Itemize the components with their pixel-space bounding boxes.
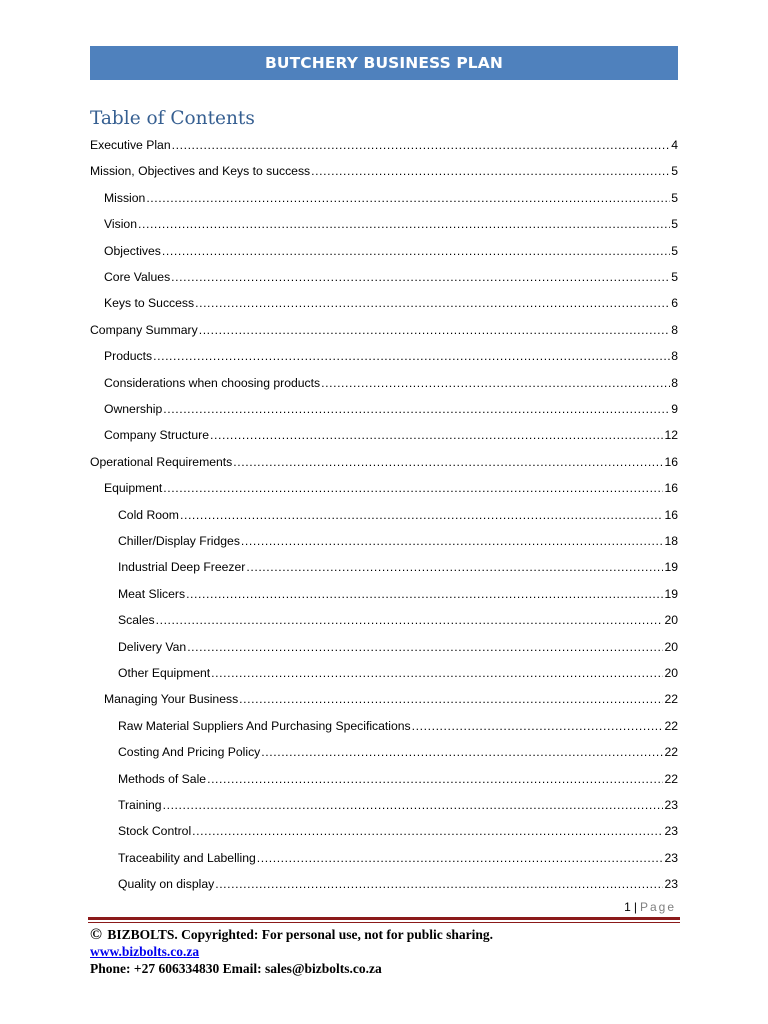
- toc-entry-page: 8: [671, 375, 678, 390]
- toc-entry-label: Mission: [104, 190, 146, 205]
- toc-entry-label: Considerations when choosing products: [104, 375, 321, 390]
- toc-entry-label: Mission, Objectives and Keys to success: [90, 164, 311, 179]
- toc-leader-dots: [207, 771, 663, 787]
- toc-entry-label: Core Values: [104, 270, 171, 284]
- toc-entry-label: Industrial Deep Freezer: [118, 560, 246, 575]
- toc-leader-dots: [153, 348, 670, 364]
- toc-entry[interactable]: [118, 797, 678, 813]
- toc-entry-page: 22: [664, 718, 678, 733]
- toc-entry[interactable]: [118, 586, 678, 602]
- toc-entry-label: Raw Material Suppliers And Purchasing Specifications: [118, 718, 411, 733]
- toc-entry[interactable]: [118, 850, 678, 866]
- toc-leader-dots: [261, 744, 663, 760]
- toc-entry-label: Scales: [118, 613, 155, 628]
- toc-entry-page: 22: [664, 745, 678, 760]
- toc-entry-page: 20: [664, 666, 678, 680]
- footer: [90, 926, 493, 977]
- toc-entry-label: Operational Requirements: [90, 454, 233, 469]
- contact-line: Phone: +27 606334830 Email: sales@bizbolts.co.za: [90, 961, 382, 976]
- toc-leader-dots: [171, 269, 670, 285]
- toc-entry[interactable]: [90, 322, 678, 338]
- copyright-icon: ©: [90, 926, 102, 943]
- toc-entry-label: Company Summary: [90, 322, 198, 337]
- toc-entry[interactable]: [104, 691, 678, 707]
- toc-entry-page: 23: [664, 824, 678, 839]
- toc-entry-page: 9: [671, 402, 678, 416]
- toc-entry[interactable]: [118, 533, 678, 549]
- toc-entry[interactable]: [118, 744, 678, 760]
- toc-entry[interactable]: [118, 718, 678, 734]
- toc-leader-dots: [162, 243, 670, 259]
- toc-leader-dots: [138, 216, 670, 232]
- toc-leader-dots: [146, 190, 670, 206]
- toc-entry[interactable]: [118, 771, 678, 787]
- toc-entry[interactable]: [104, 375, 678, 391]
- toc-leader-dots: [246, 559, 663, 575]
- toc-entry[interactable]: [104, 348, 678, 364]
- toc-entry[interactable]: [104, 243, 678, 259]
- toc-entry[interactable]: [104, 190, 678, 206]
- toc-entry[interactable]: [104, 401, 678, 417]
- toc-entry-label: Cold Room: [118, 507, 179, 522]
- toc-entry-label: Equipment: [104, 481, 163, 496]
- toc-entry[interactable]: [104, 427, 678, 443]
- toc-entry-page: 5: [671, 243, 678, 258]
- toc-entry-page: 20: [664, 639, 678, 654]
- toc-entry-page: 8: [671, 349, 678, 364]
- toc-entry-page: 5: [671, 217, 678, 232]
- footer-divider: [88, 917, 680, 920]
- toc-entry-label: Objectives: [104, 243, 161, 258]
- toc-entry-label: Executive Plan: [90, 138, 171, 152]
- toc-entry-page: 6: [671, 296, 678, 311]
- toc-entry[interactable]: [118, 823, 678, 839]
- page-number: [624, 900, 676, 914]
- website-link[interactable]: www.bizbolts.co.za: [90, 944, 200, 959]
- toc-entry-page: 16: [664, 507, 678, 522]
- toc-entry-label: Keys to Success: [104, 296, 195, 311]
- toc-leader-dots: [412, 718, 664, 734]
- toc-entry-page: 22: [664, 692, 678, 707]
- footer-divider-thin: [88, 922, 680, 923]
- toc-leader-dots: [239, 691, 663, 707]
- toc-entry-page: 4: [671, 138, 678, 152]
- toc-leader-dots: [321, 375, 670, 391]
- toc-entry-page: 23: [664, 877, 678, 892]
- toc-entry[interactable]: [118, 876, 678, 892]
- toc-entry-label: Ownership: [104, 402, 163, 416]
- toc-leader-dots: [311, 163, 670, 179]
- toc-leader-dots: [172, 137, 671, 153]
- toc-leader-dots: [233, 454, 663, 470]
- document-title: BUTCHERY BUSINESS PLAN: [265, 54, 503, 72]
- page-number-separator: |: [633, 900, 637, 914]
- toc-entry-label: Costing And Pricing Policy: [118, 745, 261, 760]
- toc-entry[interactable]: [118, 612, 678, 628]
- toc-entry-label: Traceability and Labelling: [118, 850, 256, 865]
- toc-leader-dots: [192, 823, 663, 839]
- toc-leader-dots: [215, 876, 663, 892]
- toc-entry-label: Vision: [104, 217, 137, 232]
- toc-entry-page: 5: [671, 190, 678, 205]
- toc-entry-page: 23: [664, 798, 678, 812]
- toc-entry-label: Training: [118, 798, 162, 812]
- toc-entry-page: 16: [664, 481, 678, 496]
- toc-entry[interactable]: [118, 507, 678, 523]
- toc-entry-label: Chiller/Display Fridges: [118, 534, 240, 548]
- toc-entry-label: Company Structure: [104, 428, 209, 443]
- toc-entry[interactable]: [104, 295, 678, 311]
- toc-title: Table of Contents: [90, 108, 255, 129]
- toc-entry-label: Methods of Sale: [118, 771, 207, 786]
- toc-entry-label: Other Equipment: [118, 666, 211, 680]
- toc-leader-dots: [211, 665, 663, 681]
- toc-entry-page: 20: [664, 613, 678, 628]
- toc-entry[interactable]: [118, 639, 678, 655]
- toc-leader-dots: [195, 295, 670, 311]
- toc-entry[interactable]: [104, 480, 678, 496]
- page-word: Page: [639, 900, 676, 914]
- toc-leader-dots: [257, 850, 664, 866]
- toc-leader-dots: [210, 427, 663, 443]
- toc-entry-label: Meat Slicers: [118, 586, 186, 601]
- page-number-value: 1: [624, 900, 631, 914]
- toc-entry-page: 12: [664, 428, 678, 443]
- toc-leader-dots: [186, 586, 663, 602]
- toc-leader-dots: [180, 507, 663, 523]
- toc-entry[interactable]: [118, 559, 678, 575]
- toc-entry-page: 22: [664, 771, 678, 786]
- toc-leader-dots: [156, 612, 664, 628]
- toc-leader-dots: [163, 797, 664, 813]
- toc-entry[interactable]: [118, 665, 678, 681]
- copyright-text: BIZBOLTS. Copyrighted: For personal use, not for public sharing.: [107, 927, 494, 942]
- toc-entry-label: Stock Control: [118, 824, 192, 839]
- toc-entry[interactable]: [104, 269, 678, 285]
- copyright-line: [90, 926, 493, 943]
- toc-leader-dots: [163, 401, 670, 417]
- toc-entry[interactable]: [90, 454, 678, 470]
- toc-entry-page: 19: [664, 560, 678, 575]
- toc-entry-page: 18: [664, 534, 678, 548]
- toc-leader-dots: [199, 322, 671, 338]
- toc-entry-page: 19: [664, 586, 678, 601]
- toc-entry-label: Delivery Van: [118, 639, 187, 654]
- toc-entry[interactable]: [104, 216, 678, 232]
- toc-leader-dots: [187, 639, 663, 655]
- toc-entry-page: 23: [664, 850, 678, 865]
- toc-entry-label: Managing Your Business: [104, 692, 239, 707]
- toc-entry[interactable]: [90, 137, 678, 153]
- toc-entry[interactable]: [90, 163, 678, 179]
- toc-entry-page: 8: [671, 322, 678, 337]
- toc-entry-label: Quality on display: [118, 877, 215, 892]
- header-bar: [90, 46, 678, 80]
- toc-leader-dots: [241, 533, 664, 549]
- toc-entry-page: 5: [671, 270, 678, 284]
- toc-entry-page: 5: [671, 164, 678, 179]
- toc-entry-page: 16: [664, 454, 678, 469]
- toc-leader-dots: [163, 480, 663, 496]
- website-line: [90, 943, 493, 960]
- toc-entry-label: Products: [104, 349, 153, 364]
